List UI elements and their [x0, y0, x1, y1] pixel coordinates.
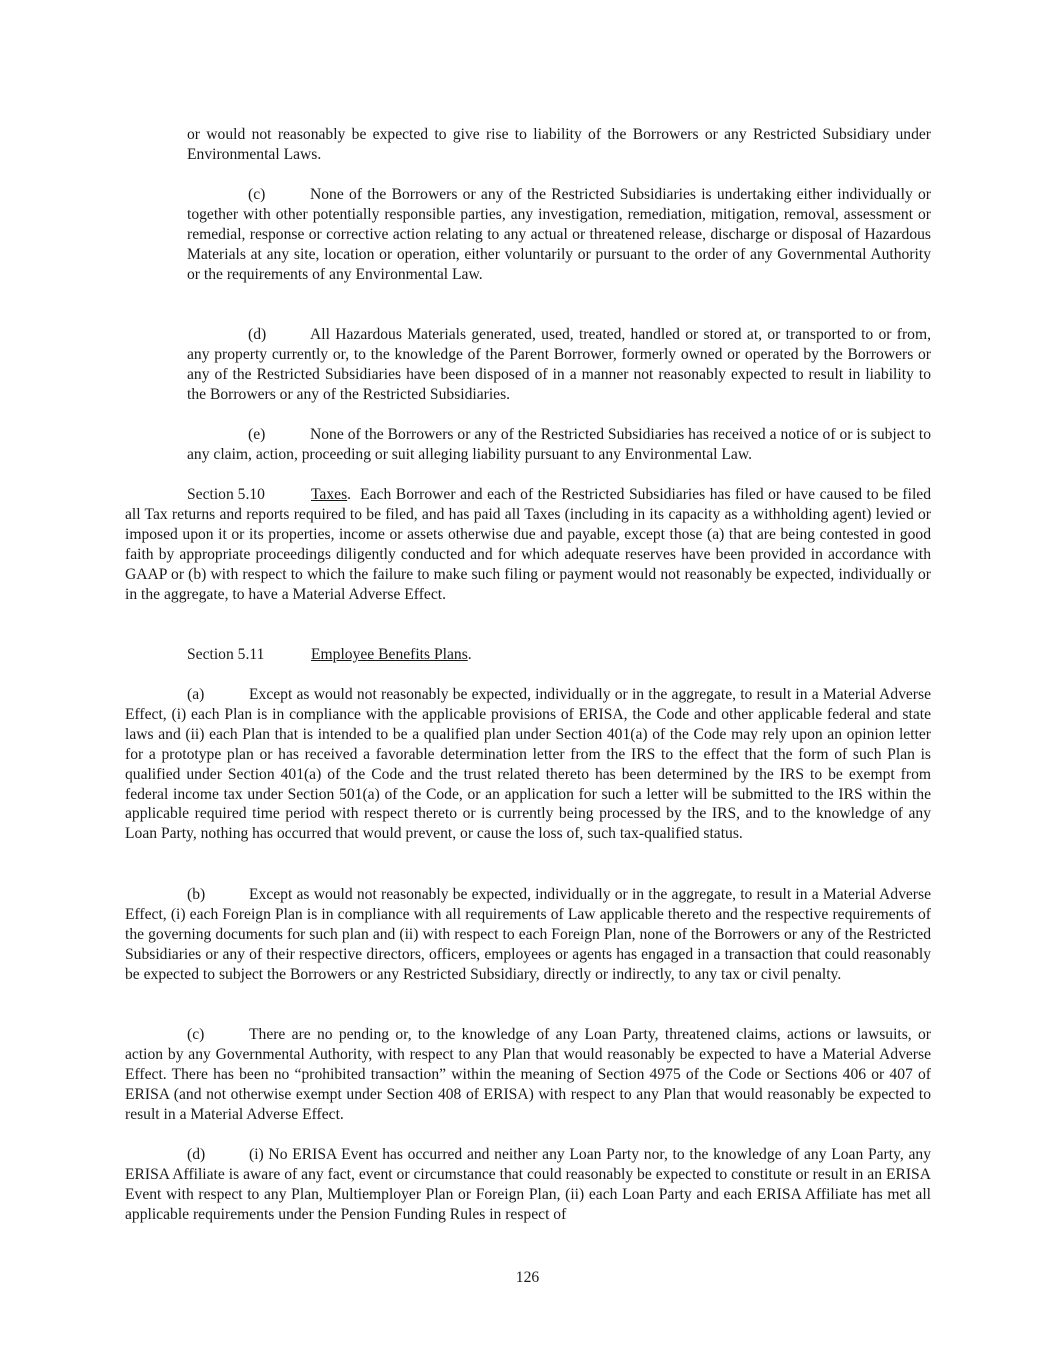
clause-marker: (c) — [187, 1026, 205, 1043]
section-5-11-heading — [125, 645, 931, 665]
section-title-suffix: . — [467, 646, 472, 663]
paragraph-text: There are no pending or, to the knowledge of any Loan Party, threatened claims, actions or lawsuits, or action by any Governmental Authority, with respect to any Plan that would reasonably be expected to have a Material Adverse Effect. There has been no “prohibited transaction” within the meaning of Section 4975 of the Code or Sections 406 or 407 of ERISA (and not otherwise exempt under Section 408 of ERISA) with respect to any Plan that would reasonably be expected to result in a Material Adverse Effect. — [125, 1026, 931, 1123]
section-5-10 — [125, 485, 931, 604]
clause-marker: (a) — [187, 686, 205, 703]
section-title-suffix: . — [347, 486, 352, 503]
clause-marker: (b) — [187, 886, 206, 903]
clause-marker: (d) — [248, 326, 267, 343]
paragraph-text: (i) No ERISA Event has occurred and neither any Loan Party nor, to the knowledge of any Loan Party, any ERISA Affiliate is aware of any fact, event or circumstance that could reasonably be expected to constitute or result in an ERISA Event with respect to any Plan, Multiemployer Plan or Foreign Plan, (ii) each Loan Party and each ERISA Affiliate has met all applicable requirements under the Pension Funding Rules in respect of — [125, 1146, 931, 1223]
section-title: Employee Benefits Plans — [311, 646, 468, 663]
section-number: Section 5.10 — [187, 486, 265, 503]
paragraph-text: or would not reasonably be expected to give rise to liability of the Borrowers or any Restricted Subsidiary under Environmental Laws. — [187, 126, 931, 163]
env-clause-e — [187, 425, 931, 465]
paragraph-text: Except as would not reasonably be expected, individually or in the aggregate, to result in a Material Adverse Effect, (i) each Plan is in compliance with the applicable provisions of ERISA, the Code and other applicable federal and state laws and (ii) each Plan that is intended to be a qualified plan under Section 401(a) of the Code may rely upon an opinion letter for a prototype plan or has received a favorable determination letter from the IRS to the effect that the form of such Plan is qualified under Section 401(a) of the Code and the trust related thereto has been determined by the IRS to be exempt from federal income tax under Section 501(a) of the Code, or an application for such a letter will be submitted to the IRS within the applicable required time period with respect thereto or is currently being processed by the IRS, and to the knowledge of any Loan Party, nothing has occurred that would prevent, or cause the loss of, such tax-qualified status. — [125, 686, 931, 843]
paragraph-text: None of the Borrowers or any of the Restricted Subsidiaries is undertaking either individually or together with other potentially responsible parties, any investigation, remediation, mitigation, removal, assessment or remedial, response or corrective action relating to any actual or threatened release, discharge or disposal of Hazardous Materials at any site, location or operation, either voluntarily or pursuant to the order of any Governmental Authority or the requirements of any Environmental Law. — [187, 186, 931, 283]
env-continuation-paragraph — [187, 125, 931, 165]
page-number: 126 — [515, 1269, 540, 1286]
env-clause-d — [187, 325, 931, 405]
benefits-clause-c — [125, 1025, 931, 1125]
paragraph-text: Except as would not reasonably be expected, individually or in the aggregate, to result in a Material Adverse Effect, (i) each Foreign Plan is in compliance with all requirements of Law applicable thereto and the respective requirements of the governing documents for such plan and (ii) with respect to each Foreign Plan, none of the Borrowers or any of the Restricted Subsidiaries or any of their respective directors, officers, employees or agents has engaged in a transaction that could reasonably be expected to subject the Borrowers or any Restricted Subsidiary, directly or indirectly, to any tax or civil penalty. — [125, 886, 931, 983]
clause-marker: (d) — [187, 1146, 206, 1163]
env-clause-c — [187, 185, 931, 285]
clause-marker: (c) — [248, 186, 266, 203]
benefits-clause-a — [125, 685, 931, 844]
benefits-clause-b — [125, 885, 931, 985]
paragraph-text: Each Borrower and each of the Restricted Subsidiaries has filed or have caused to be filed all Tax returns and reports required to be filed, and has paid all Taxes (including in its capacity as a withholding agent) levied or imposed upon it or its properties, income or assets otherwise due and payable, except those (a) that are being contested in good faith by appropriate proceedings diligently conducted and for which adequate reserves have been provided in accordance with GAAP or (b) with respect to which the failure to make such filing or payment would not reasonably be expected, individually or in the aggregate, to have a Material Adverse Effect. — [125, 486, 932, 603]
paragraph-text: None of the Borrowers or any of the Restricted Subsidiaries has received a notice of or is subject to any claim, action, proceeding or suit alleging liability pursuant to any Environmental Law. — [187, 426, 931, 463]
clause-marker: (e) — [248, 426, 266, 443]
section-title: Taxes — [311, 486, 348, 503]
paragraph-text: All Hazardous Materials generated, used, treated, handled or stored at, or transported to or from, any property currently or, to the knowledge of the Parent Borrower, formerly owned or operated by the Borrowers or any of the Restricted Subsidiaries have been disposed of in a manner not reasonably expected to result in liability to the Borrowers or any of the Restricted Subsidiaries. — [187, 326, 931, 403]
section-number: Section 5.11 — [187, 646, 265, 663]
benefits-clause-d — [125, 1145, 931, 1225]
